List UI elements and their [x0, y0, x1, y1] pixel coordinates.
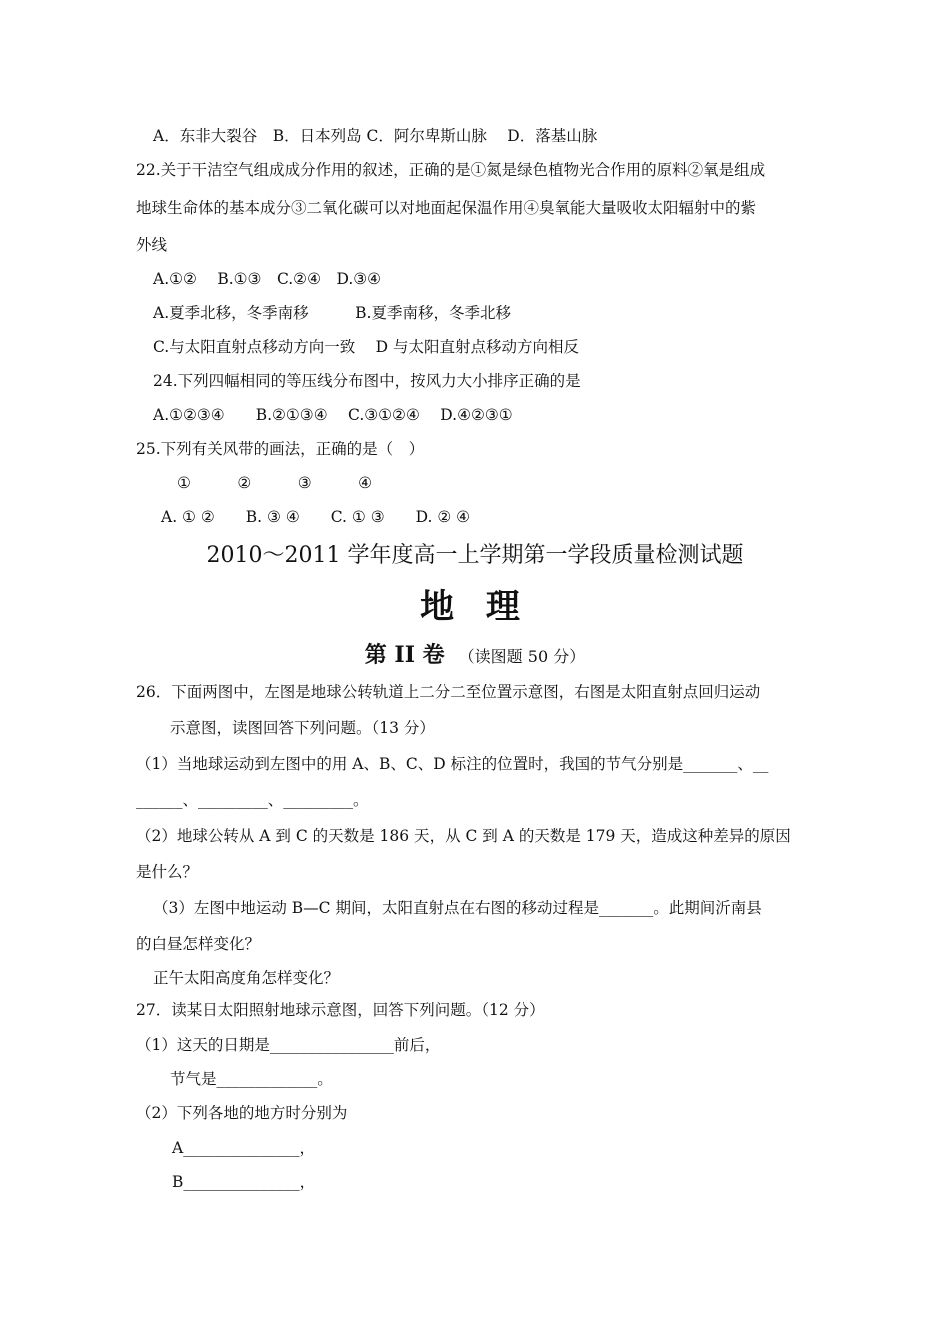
q26-part2-line2: 是什么？	[136, 863, 199, 881]
q22-options: A.①② B.①③ C.②④ D.③④	[153, 270, 382, 288]
q22-stem-line1: 22.关于干洁空气组成成分作用的叙述，正确的是①氮是绿色植物光合作用的原料②氧是组成	[136, 161, 766, 179]
q26-part3-line3: 正午太阳高度角怎样变化？	[153, 969, 340, 987]
section-title	[0, 640, 950, 672]
q27-part1-line1: （1）这天的日期是________________前后，	[136, 1036, 441, 1054]
q22-stem-line3: 外线	[136, 236, 168, 254]
exam-title: 2010～2011 学年度高一上学期第一学段质量检测试题	[206, 543, 744, 568]
section-label: 第 II 卷	[364, 642, 445, 668]
q26-part2-line1: （2）地球公转从 A 到 C 的天数是 186 天，从 C 到 A 的天数是 179 天，造成这种差异的原因	[136, 827, 791, 845]
q26-part3-line2: 的白昼怎样变化？	[136, 935, 261, 953]
q26-stem-line2: 示意图，读图回答下列问题。（13 分）	[170, 719, 435, 737]
q25-options: A. ① ② B. ③ ④ C. ① ③ D. ② ④	[161, 508, 471, 526]
q21-options: A．东非大裂谷 B．日本列岛 C．阿尔卑斯山脉 D．落基山脉	[153, 127, 598, 145]
q23-options-ab: A.夏季北移，冬季南移 B.夏季南移，冬季北移	[153, 304, 511, 322]
q25-figure-labels: ① ② ③ ④	[177, 474, 373, 492]
q27-part1-line2: 节气是_____________。	[170, 1070, 333, 1088]
q27-stem: 27．读某日太阳照射地球示意图，回答下列问题。（12 分）	[136, 1001, 545, 1019]
q25-stem: 25.下列有关风带的画法，正确的是（ ）	[136, 440, 425, 458]
q22-stem-line2: 地球生命体的基本成分③二氧化碳可以对地面起保温作用④臭氧能大量吸收太阳辐射中的紫	[136, 199, 757, 217]
q27-part2-b: B_______________，	[172, 1173, 316, 1191]
q26-stem-line1: 26．下面两图中，左图是地球公转轨道上二分二至位置示意图，右图是太阳直射点回归运动	[136, 683, 761, 701]
section-note: （读图题 50 分）	[458, 647, 586, 666]
q26-part1-line1: （1）当地球运动到左图中的用 A、B、C、D 标注的位置时，我国的节气分别是_______、__	[136, 755, 769, 773]
q24-options: A.①②③④ B.②①③④ C.③①②④ D.④②③①	[153, 406, 513, 424]
q26-part1-line2: ______、_________、_________。	[136, 791, 369, 809]
q26-part3-line1: （3）左图中地运动 B—C 期间，太阳直射点在右图的移动过程是_______。此期间沂南县	[153, 899, 762, 917]
q27-part2-stem: （2）下列各地的地方时分别为	[136, 1104, 348, 1122]
q24-stem: 24.下列四幅相同的等压线分布图中，按风力大小排序正确的是	[153, 372, 581, 390]
q23-options-cd: C.与太阳直射点移动方向一致 D 与太阳直射点移动方向相反	[153, 338, 580, 356]
q27-part2-a: A_______________，	[172, 1139, 315, 1157]
subject-title: 地 理	[420, 587, 530, 627]
